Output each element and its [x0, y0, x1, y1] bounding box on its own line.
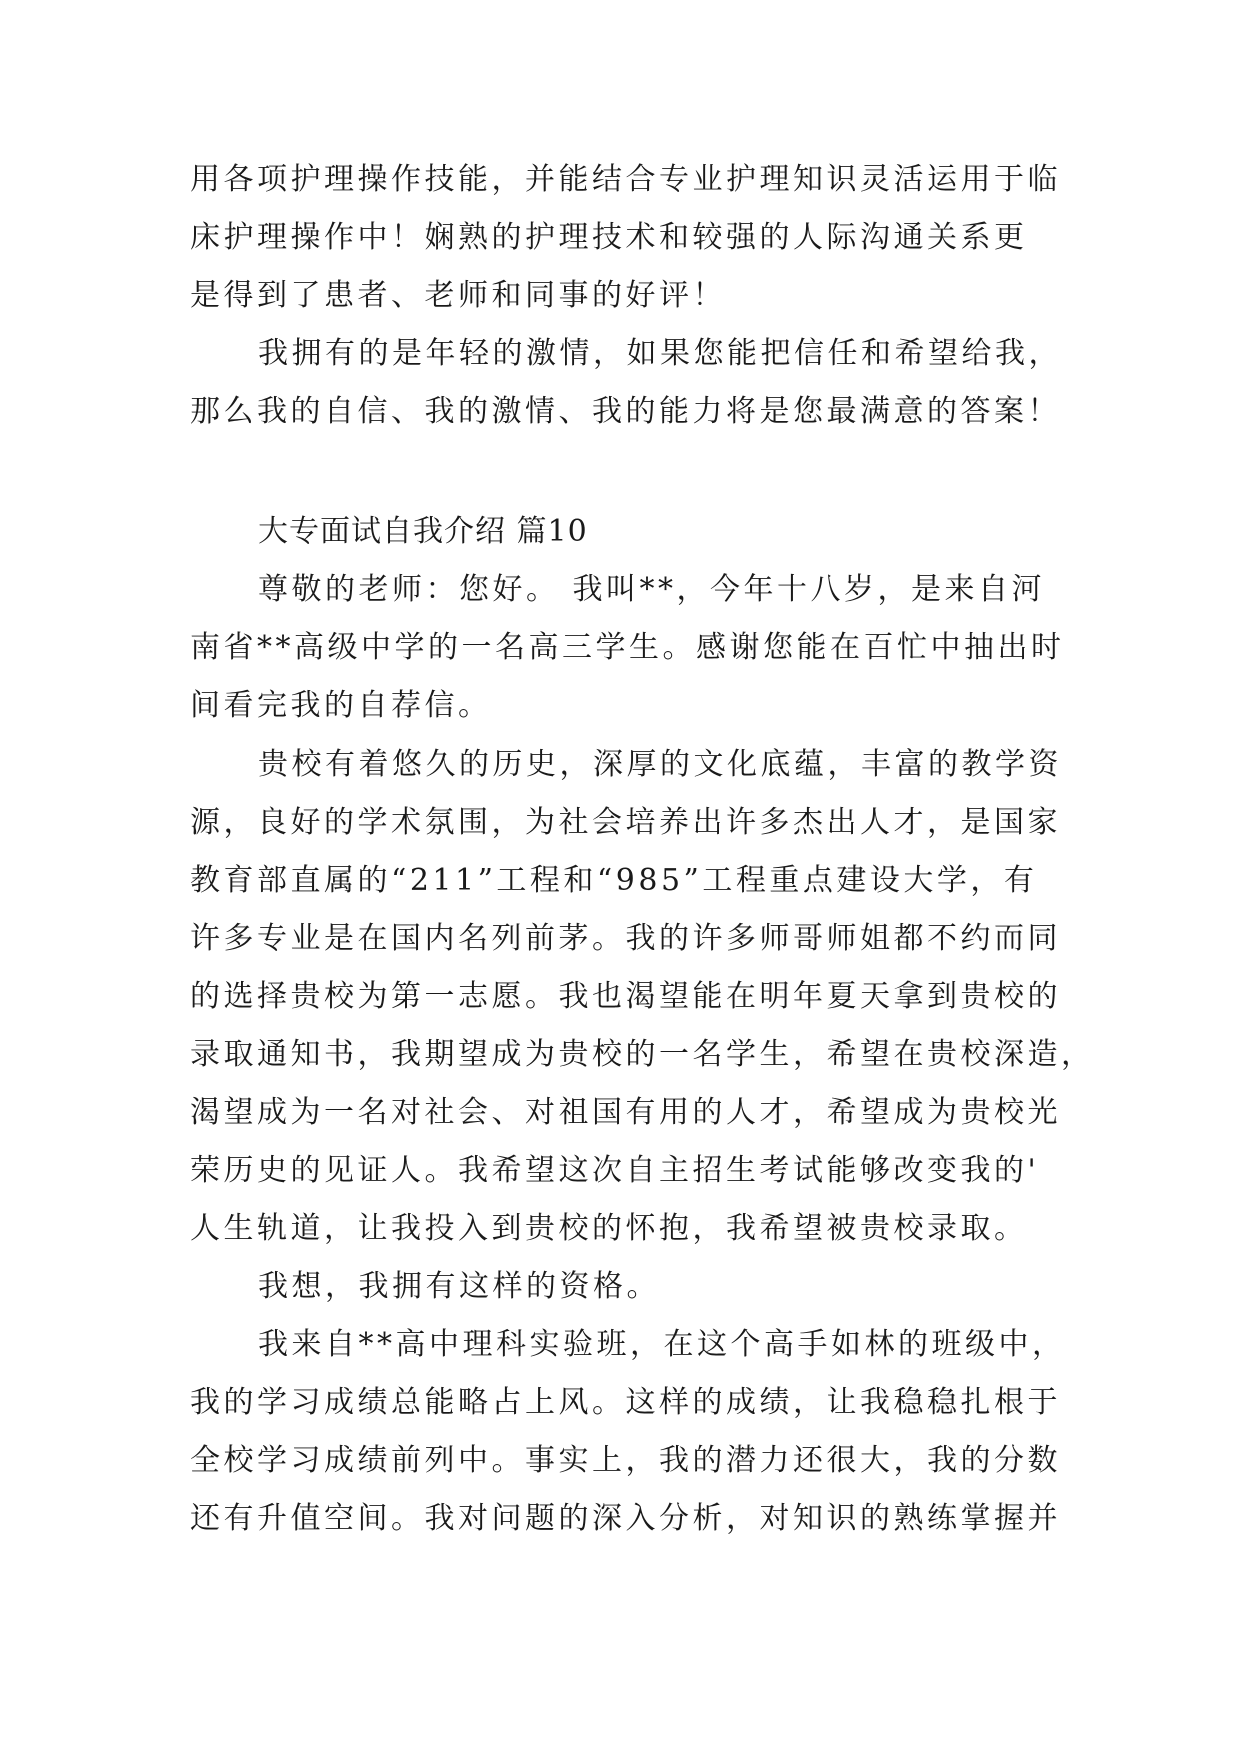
body-text-line: 的选择贵校为第一志愿。我也渴望能在明年夏天拿到贵校的 [190, 979, 1061, 1014]
section-heading: 大专面试自我介绍 篇10 [258, 514, 588, 549]
body-text-line: 用各项护理操作技能，并能结合专业护理知识灵活运用于临 [190, 162, 1061, 197]
body-text-line: 教育部直属的“211”工程和“985”工程重点建设大学，有 [190, 863, 1038, 898]
body-text-line: 全校学习成绩前列中。事实上，我的潜力还很大，我的分数 [190, 1443, 1061, 1478]
body-text-line: 间看完我的自荐信。 [190, 688, 492, 723]
body-text-line: 是得到了患者、老师和同事的好评！ [190, 278, 726, 313]
body-text-line: 我的学习成绩总能略占上风。这样的成绩，让我稳稳扎根于 [190, 1385, 1061, 1420]
body-text-line: 荣历史的见证人。我希望这次自主招生考试能够改变我的' [190, 1153, 1040, 1188]
paragraph-first-line: 尊敬的老师：您好。 我叫**，今年十八岁，是来自河 [258, 572, 1046, 607]
body-text-line: 床护理操作中！娴熟的护理技术和较强的人际沟通关系更 [190, 220, 1028, 255]
body-text-line: 渴望成为一名对社会、对祖国有用的人才，希望成为贵校光 [190, 1095, 1061, 1130]
paragraph-first-line: 我拥有的是年轻的激情，如果您能把信任和希望给我， [258, 336, 1062, 371]
paragraph-first-line: 贵校有着悠久的历史，深厚的文化底蕴，丰富的教学资 [258, 747, 1062, 782]
paragraph-first-line: 我来自**高中理科实验班，在这个高手如林的班级中， [258, 1327, 1066, 1362]
body-text-line: 人生轨道，让我投入到贵校的怀抱，我希望被贵校录取。 [190, 1211, 1028, 1246]
body-text-line: 录取通知书，我期望成为贵校的一名学生，希望在贵校深造， [190, 1037, 1095, 1072]
body-text-line: 那么我的自信、我的激情、我的能力将是您最满意的答案！ [190, 394, 1061, 429]
paragraph-first-line: 我想，我拥有这样的资格。 [258, 1269, 660, 1304]
body-text-line: 源，良好的学术氛围，为社会培养出许多杰出人才，是国家 [190, 805, 1061, 840]
body-text-line: 许多专业是在国内名列前茅。我的许多师哥师姐都不约而同 [190, 921, 1061, 956]
body-text-line: 南省**高级中学的一名高三学生。感谢您能在百忙中抽出时 [190, 630, 1065, 665]
body-text-line: 还有升值空间。我对问题的深入分析，对知识的熟练掌握并 [190, 1501, 1061, 1536]
